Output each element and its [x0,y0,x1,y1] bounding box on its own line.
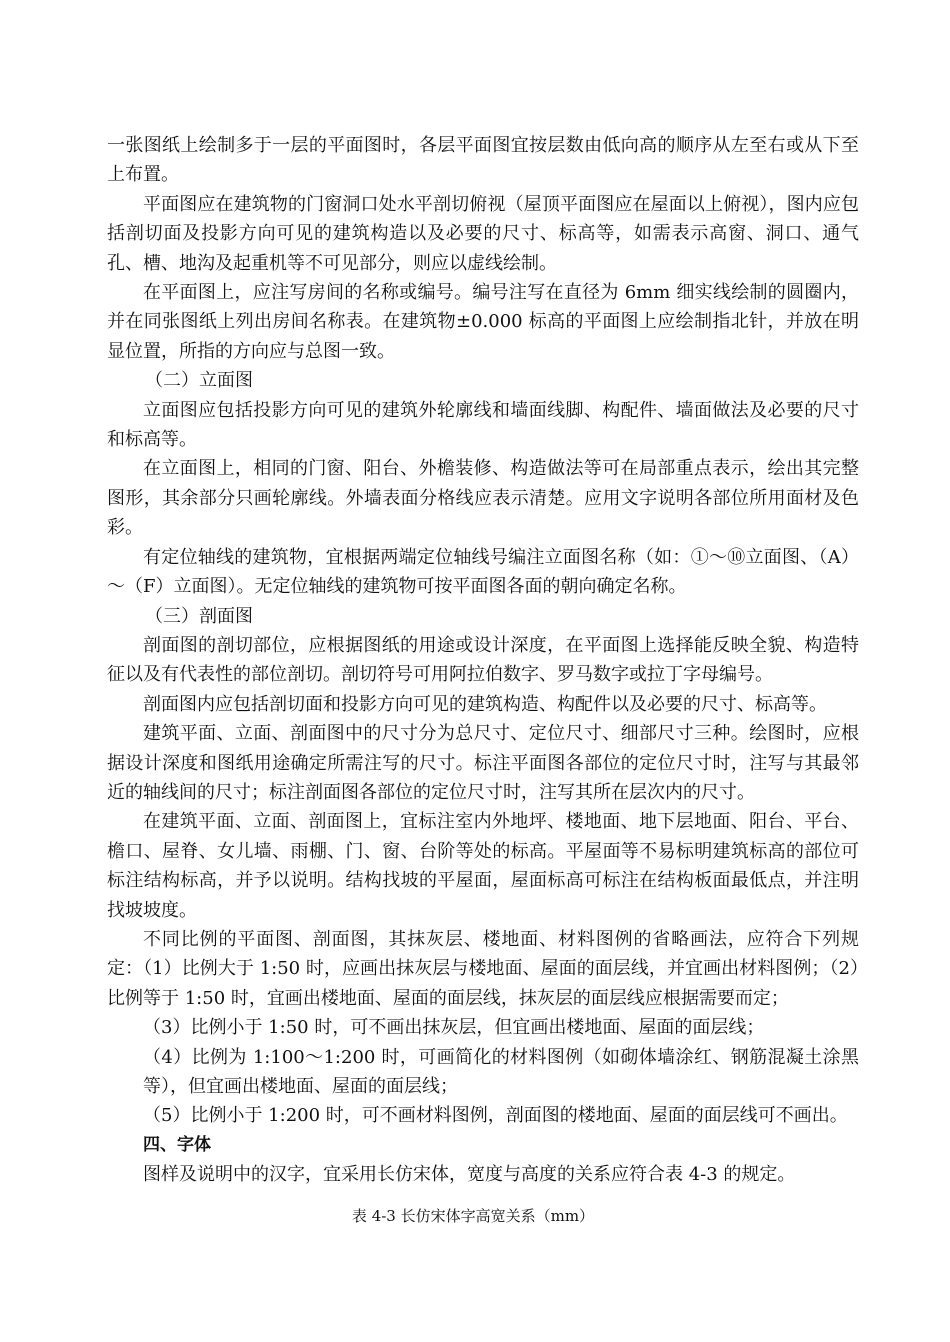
paragraph-elevations-marking: 在建筑平面、立面、剖面图上，宜标注室内外地坪、楼地面、地下层地面、阳台、平台、檐口、屋脊、女儿墙、雨棚、门、窗、台阶等处的标高。平屋面等不易标明建筑标高的部位可标注结构标高，并予以说明。结构找坡的平屋面，屋面标高可标注在结构板面最低点，并注明找坡坡度。 [107,811,859,921]
paragraph-elevation-content: 立面图应包括投影方向可见的建筑外轮廓线和墙面线脚、构配件、墙面做法及必要的尺寸和标高等。 [107,399,859,451]
paragraph-fonts: 图样及说明中的汉字，宜采用长仿宋体，宽度与高度的关系应符合表 4-3 的规定。 [143,1164,796,1186]
paragraph-floor-plan-layout: 一张图纸上绘制多于一层的平面图时，各层平面图宜按层数由低向高的顺序从左至右或从下至上布置。 [107,135,859,186]
list-item-scale-4: （4）比例为 1:100～1:200 时，可画简化的材料图例（如砌体墙涂红、钢筋混凝土涂黑等），但宜画出楼地面、屋面的面层线； [143,1046,859,1097]
paragraph-elevation-naming: 有定位轴线的建筑物，宜根据两端定位轴线号编注立面图名称（如：①～⑩立面图、（A）～（F）立面图）。无定位轴线的建筑物可按平面图各面的朝向确定名称。 [107,546,859,598]
document-page [107,131,859,1243]
paragraph-scale-rules: 不同比例的平面图、剖面图，其抹灰层、楼地面、材料图例的省略画法，应符合下列规定：（1）比例大于 1:50 时，应画出抹灰层与楼地面、屋面的面层线，并宜画出材料图例；（2）比例等于 1:50 时，宜画出楼地面、屋面的面层线，抹灰层的面层线应根据需要而定； [107,928,859,1009]
paragraph-room-numbering: 在平面图上，应注写房间的名称或编号。编号注写在直径为 6mm 细实线绘制的圆圈内，并在同张图纸上列出房间名称表。在建筑物±0.000 标高的平面图上应绘制指北针，并放在明显位置，所指的方向应与总图一致。 [107,282,859,362]
paragraph-elevation-details: 在立面图上，相同的门窗、阳台、外檐装修、构造做法等可在局部重点表示，绘出其完整图形，其余部分只画轮廓线。外墙表面分格线应表示清楚。应用文字说明各部位所用面材及色彩。 [107,458,859,539]
paragraph-section-content: 剖面图内应包括剖切面和投影方向可见的建筑构造、构配件以及必要的尺寸、标高等。 [143,693,827,715]
list-item-scale-5: （5）比例小于 1:200 时，可不画材料图例，剖面图的楼地面、屋面的面层线可不画出。 [143,1105,848,1127]
table-caption: 表 4-3 长仿宋体字高宽关系（mm） [351,1206,595,1225]
subheading-section: （三）剖面图 [145,605,253,627]
subheading-elevation: （二）立面图 [145,370,253,392]
paragraph-dimensions: 建筑平面、立面、剖面图中的尺寸分为总尺寸、定位尺寸、细部尺寸三种。绘图时，应根据设计深度和图纸用途确定所需注写的尺寸。标注平面图各部位的定位尺寸时，注写与其最邻近的轴线间的尺寸；标注剖面图各部位的定位尺寸时，注写其所在层次内的尺寸。 [107,723,859,803]
list-item-scale-3: （3）比例小于 1:50 时，可不画出抹灰层，但宜画出楼地面、屋面的面层线； [143,1017,765,1039]
section-heading-fonts: 四、字体 [143,1134,211,1155]
paragraph-floor-plan-section: 平面图应在建筑物的门窗洞口处水平剖切俯视（屋顶平面图应在屋面以上俯视），图内应包括剖切面及投影方向可见的建筑构造以及必要的尺寸、标高等，如需表示高窗、洞口、通气孔、槽、地沟及起重机等不可见部分，则应以虚线绘制。 [107,193,859,274]
paragraph-section-position: 剖面图的剖切部位，应根据图纸的用途或设计深度，在平面图上选择能反映全貌、构造特征以及有代表性的部位剖切。剖切符号可用阿拉伯数字、罗马数字或拉丁字母编号。 [107,634,859,686]
